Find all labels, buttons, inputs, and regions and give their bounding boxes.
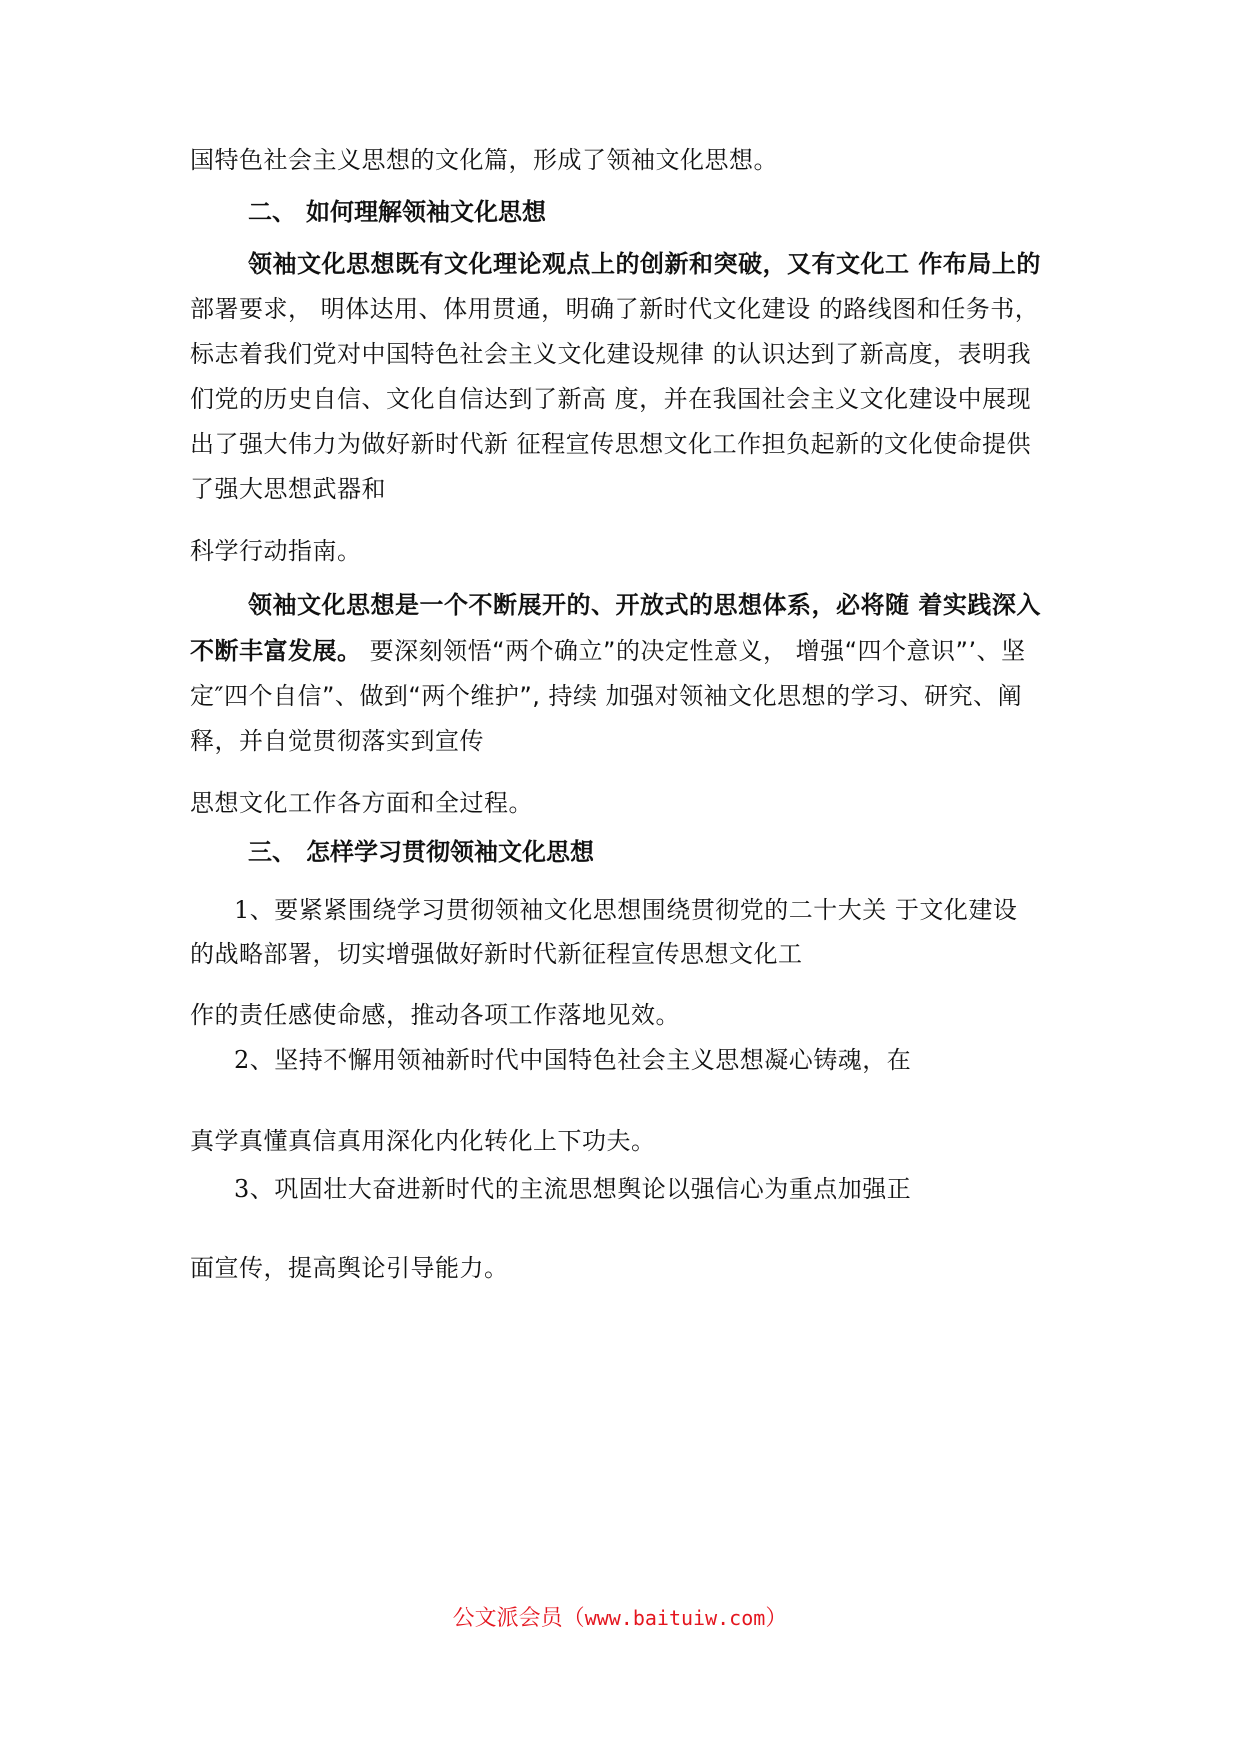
section-number: 二、 bbox=[248, 198, 296, 226]
item-text: 、坚持不懈用领袖新时代中国特色社会主义思想凝心铸魂，在 bbox=[249, 1046, 912, 1074]
list-item-line: 真学真懂真信真用深化内化转化上下功夫。 bbox=[190, 1127, 656, 1155]
section-heading bbox=[248, 195, 546, 229]
paragraph-line: 部署要求， 明体达用、体用贯通，明确了新时代文化建设 的路线图和任务书， bbox=[190, 295, 1040, 323]
paragraph-line: 科学行动指南。 bbox=[190, 537, 362, 565]
item-number: 3 bbox=[234, 1175, 250, 1203]
list-item-line: 面宣传，提高舆论引导能力。 bbox=[190, 1254, 509, 1282]
footer-watermark bbox=[0, 1603, 1240, 1634]
footer-close: ） bbox=[765, 1606, 788, 1631]
paragraph-line: 定″四个自信”、做到“两个维护”, 持续 加强对领袖文化思想的学习、研究、阐 bbox=[190, 682, 1023, 710]
item-text: 、巩固壮大奋进新时代的主流思想舆论以强信心为重点加强正 bbox=[249, 1175, 912, 1203]
paragraph-bold-line: 领袖文化思想既有文化理论观点上的创新和突破，又有文化工 作布局上的 bbox=[248, 250, 1041, 278]
paragraph-line: 标志着我们党对中国特色社会主义文化建设规律 的认识达到了新高度，表明我 bbox=[190, 340, 1032, 368]
footer-link[interactable]: www.baituiw.com bbox=[584, 1606, 766, 1630]
section-title: 怎样学习贯彻领袖文化思想 bbox=[306, 838, 594, 866]
section-title: 如何理解领袖文化思想 bbox=[306, 198, 546, 226]
paragraph-line: 了强大思想武器和 bbox=[190, 475, 386, 503]
list-item-line bbox=[234, 1172, 1114, 1206]
list-item-line: 的战略部署，切实增强做好新时代新征程宣传思想文化工 bbox=[190, 940, 803, 968]
section-number: 三、 bbox=[248, 838, 296, 866]
item-number: 2 bbox=[234, 1046, 250, 1074]
list-item-line bbox=[234, 893, 1114, 927]
paragraph-line: 出了强大伟力为做好新时代新 征程宣传思想文化工作担负起新的文化使命提供 bbox=[190, 430, 1032, 458]
paragraph-bold-line: 领袖文化思想是一个不断展开的、开放式的思想体系，必将随 着实践深入 bbox=[248, 591, 1041, 619]
footer-label: 公文派会员（ bbox=[452, 1606, 585, 1631]
section-heading bbox=[248, 835, 594, 869]
paragraph-line: 们党的历史自信、文化自信达到了新高 度，并在我国社会主义文化建设中展现 bbox=[190, 385, 1032, 413]
bold-phrase: 不断丰富发展。 bbox=[190, 637, 362, 665]
paragraph-line: 思想文化工作各方面和全过程。 bbox=[190, 789, 533, 817]
item-number: 1 bbox=[234, 896, 250, 924]
paragraph-line: 释，并自觉贯彻落实到宣传 bbox=[190, 727, 484, 755]
paragraph-line bbox=[190, 634, 1070, 668]
item-text: 、要紧紧围绕学习贯彻领袖文化思想围绕贯彻党的二十大关 于文化建设 bbox=[249, 896, 1018, 924]
paragraph-line: 国特色社会主义思想的文化篇，形成了领袖文化思想。 bbox=[190, 146, 778, 174]
list-item-line: 作的责任感使命感，推动各项工作落地见效。 bbox=[190, 1001, 680, 1029]
list-item-line bbox=[234, 1043, 1114, 1077]
line-text: 要深刻领悟“两个确立”的决定性意义， 增强“四个意识”’、坚 bbox=[361, 637, 1026, 665]
